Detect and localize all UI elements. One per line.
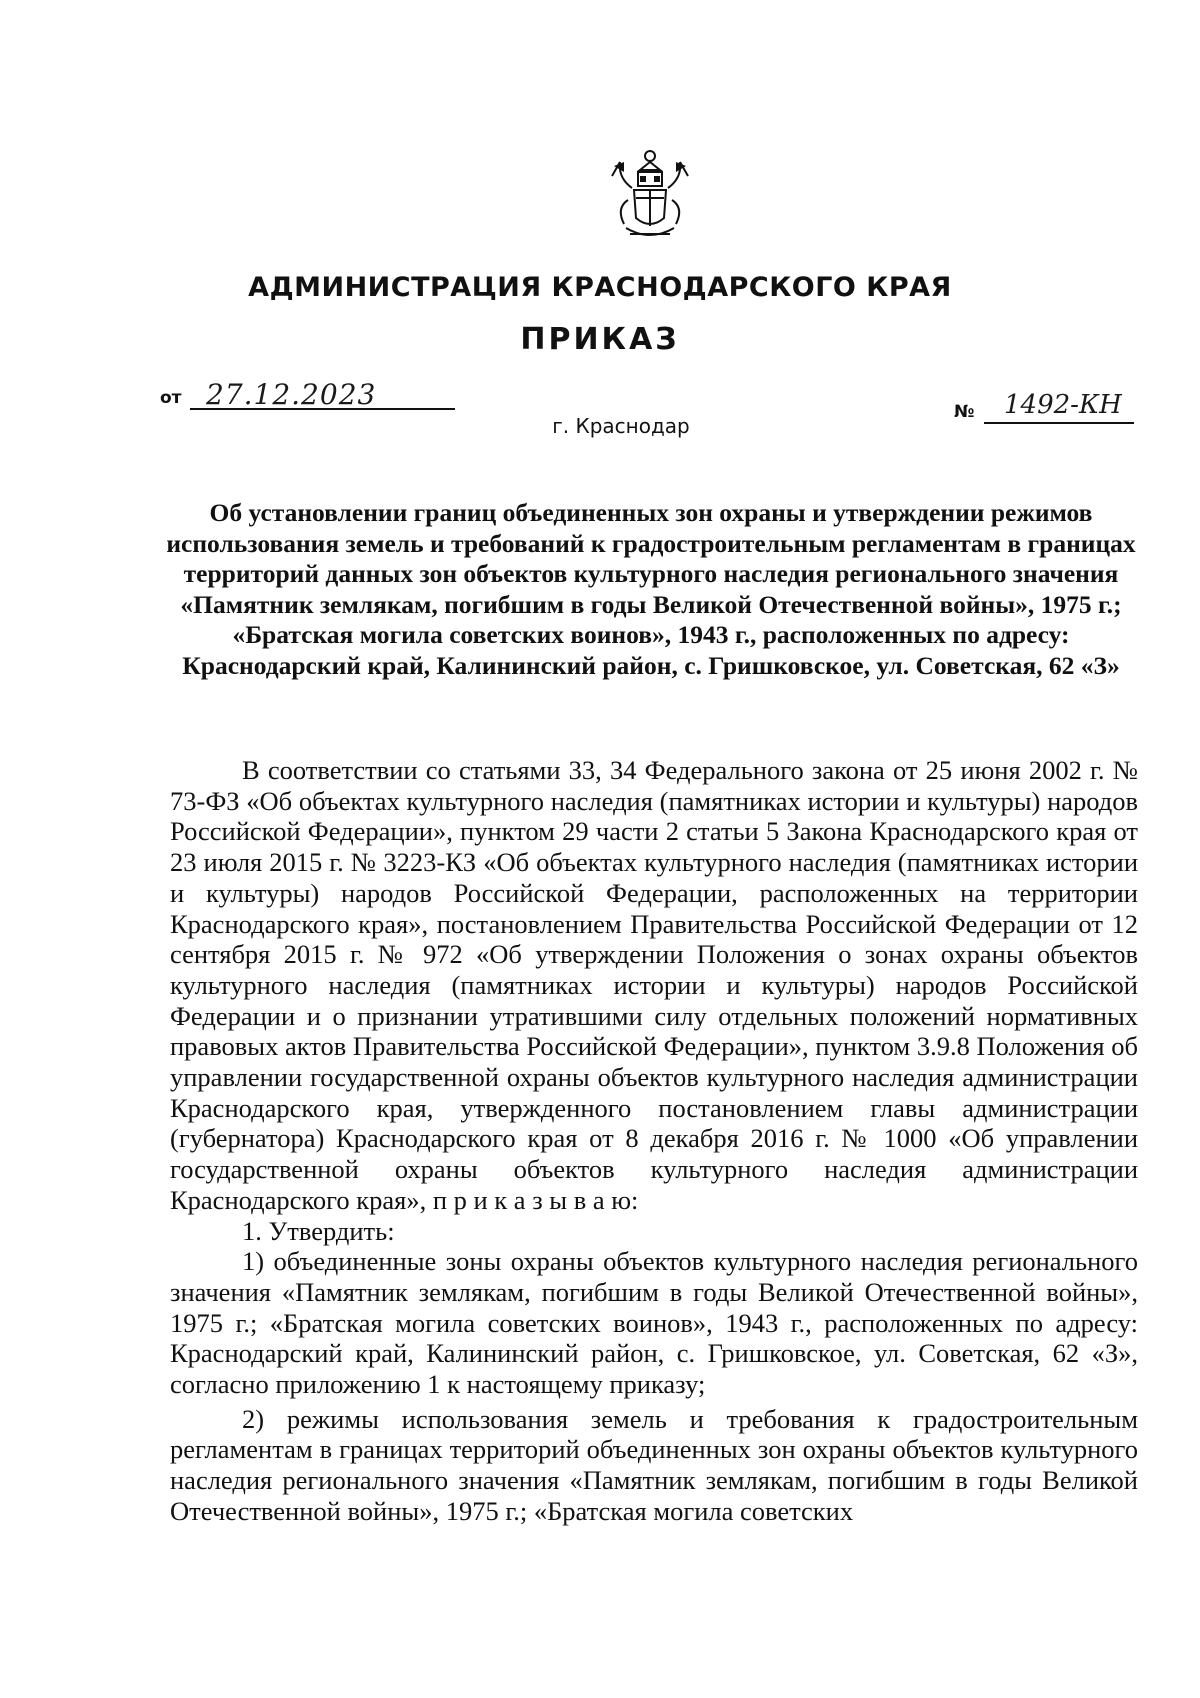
item-1-paragraph: 1. Утвердить: bbox=[242, 1215, 395, 1246]
number-label: № bbox=[954, 402, 975, 422]
item-1-2-paragraph: 2) режимы использования земель и требования к градостроительным регламентам в границах территорий объединенных зон охраны объектов культурного наследия регионального значения «Памятник землякам, погибшим в годы Великой Отечественной войны», 1975 г.; «Братская могила советских bbox=[170, 1403, 1138, 1526]
document-number: 1492-КН bbox=[1004, 390, 1122, 420]
organization-name: АДМИНИСТРАЦИЯ КРАСНОДАРСКОГО КРАЯ bbox=[248, 272, 952, 303]
preamble-paragraph: В соответствии со статьями 33, 34 Федерального закона от 25 июня 2002 г. № 73-ФЗ «Об объектах культурного наследия (памятниках истории и культуры) народов Российской Федерации», пунктом 29 части 2 статьи 5 Закона Краснодарского края от 23 июля 2015 г. № 3223-КЗ «Об объектах культурного наследия (памятниках истории и культуры) народов Российской Федерации, расположенных на территории Краснодарского края», постановлением Правительства Российской Федерации от 12 сентября 2015 г. № 972 «Об утверждении Положения о зонах охраны объектов культурного наследия (памятниках истории и культуры) народов Российской Федерации и о признании утратившими силу отдельных положений нормативных правовых актов Правительства Российской Федерации», пунктом 3.9.8 Положения об управлении государственной охраны объектов культурного наследия администрации Краснодарского края, утвержденного постановлением главы администрации (губернатора) Краснодарского края от 8 декабря 2016 г. № 1000 «Об управлении государственной охраны объектов культурного наследия администрации Краснодарского края», п р и к а з ы в а ю: bbox=[170, 755, 1138, 1215]
item-1-1-paragraph: 1) объединенные зоны охраны объектов культурного наследия регионального значения «Памятник землякам, погибшим в годы Великой Отечественной войны», 1975 г.; «Братская могила советских воинов», 1943 г., расположенных по адресу: Краснодарский край, Калининский район, с. Гришковское, ул. Советская, 62 «З», согласно приложению 1 к настоящему приказу; bbox=[170, 1246, 1138, 1400]
city-name: г. Краснодар bbox=[552, 414, 690, 438]
date-label: от bbox=[160, 388, 182, 408]
document-date: 27.12.2023 bbox=[206, 378, 377, 411]
document-body bbox=[170, 755, 1138, 1527]
number-underline bbox=[984, 422, 1134, 424]
document-type: ПРИКАЗ bbox=[520, 322, 680, 357]
document-title: Об установлении границ объединенных зон охраны и утверждении режимов использования земель и требований к градостроительным регламентам в границах территорий данных зон объектов культурного наследия регионального значения «Памятник землякам, погибшим в годы Великой Отечественной войны», 1975 г.; «Братская могила советских воинов», 1943 г., расположенных по адресу: Краснодарский край, Калининский район, с. Гришковское, ул. Советская, 62 «З» bbox=[166, 498, 1136, 680]
coat-of-arms-icon bbox=[610, 148, 690, 248]
